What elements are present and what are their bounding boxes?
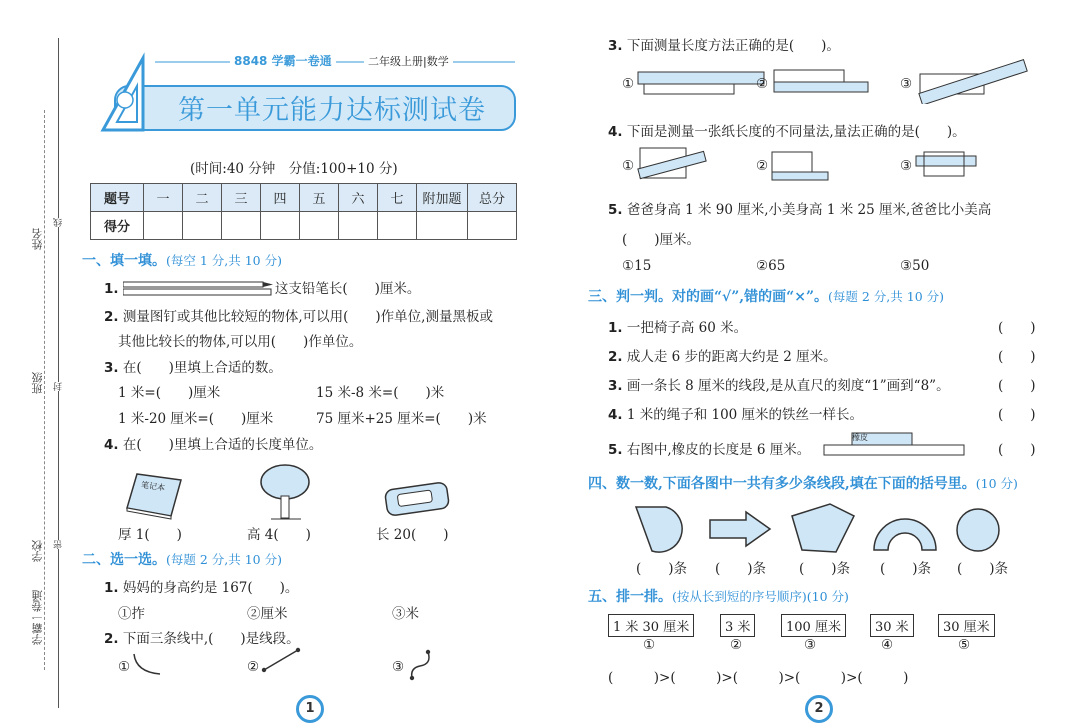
section-note: (10 分) bbox=[975, 476, 1018, 491]
question-text: 1 米的绳子和 100 厘米的铁丝一样长。 bbox=[626, 407, 864, 423]
section-title-text: 二、选一选。 bbox=[82, 552, 166, 568]
score-header-cell: 附加题 bbox=[417, 184, 468, 212]
question-text: 下面是测量一张纸长度的不同量法,量法正确的是( )。 bbox=[626, 124, 966, 140]
length-index: ④ bbox=[881, 637, 894, 653]
s2-q4: 4. 下面是测量一张纸长度的不同量法,量法正确的是( )。 bbox=[608, 124, 966, 140]
margin-line bbox=[58, 38, 59, 708]
s2-q3-option[interactable]: ② bbox=[756, 76, 769, 92]
s1-q3-item: 75 厘米+25 厘米=( )米 bbox=[316, 411, 487, 427]
arrow-shape-icon bbox=[708, 510, 772, 548]
margin-mark-seal: 封 bbox=[54, 382, 64, 391]
question-text: 右图中,橡皮的长度是 6 厘米。 bbox=[626, 442, 811, 458]
length-index: ② bbox=[730, 637, 743, 653]
s3-item: 4. 1 米的绳子和 100 厘米的铁丝一样长。 bbox=[608, 407, 864, 423]
circle-shape-icon bbox=[954, 506, 1002, 554]
s3-item: 1. 一把椅子高 60 米。 bbox=[608, 320, 748, 336]
score-input-cell[interactable] bbox=[417, 212, 468, 240]
s2-q4-option[interactable]: ③ bbox=[900, 158, 913, 174]
s2-q2-option[interactable]: ② bbox=[247, 659, 260, 675]
ruler-paper-icon bbox=[770, 150, 832, 184]
count-blank[interactable]: ( )条 bbox=[880, 561, 932, 577]
ruler-paper-icon bbox=[636, 144, 708, 184]
length-box bbox=[870, 614, 914, 637]
score-header-cell: 总分 bbox=[468, 184, 517, 212]
s1-q2: 2. 测量图钉或其他比较短的物体,可以用( )作单位,测量黑板或 bbox=[104, 309, 493, 325]
score-input-cell[interactable] bbox=[339, 212, 378, 240]
section-title-text: 四、数一数,下面各图中一共有多少条线段,填在下面的括号里。 bbox=[588, 476, 976, 492]
notebook-icon bbox=[125, 470, 185, 520]
section-title-text: 一、填一填。 bbox=[82, 253, 166, 269]
s2-q2-option[interactable]: ③ bbox=[392, 659, 405, 675]
section-title-text: 五、排一排。 bbox=[588, 589, 672, 605]
notebook-label: 笔记本 bbox=[140, 480, 166, 493]
order-blanks[interactable]: ( )>( )>( )>( )>( ) bbox=[608, 670, 909, 686]
question-text: 妈妈的身高约是 167( )。 bbox=[122, 580, 299, 596]
score-input-cell[interactable] bbox=[144, 212, 183, 240]
score-input-cell[interactable] bbox=[378, 212, 417, 240]
s2-q1-option[interactable]: ②厘米 bbox=[247, 606, 288, 622]
length-box-text: 100 厘米 bbox=[781, 614, 846, 637]
section-3-title bbox=[588, 286, 944, 306]
score-input-cell[interactable] bbox=[222, 212, 261, 240]
score-input-cell[interactable] bbox=[468, 212, 517, 240]
question-text: 下面三条线中,( )是线段。 bbox=[122, 631, 300, 647]
header-brand: 8848 学霸一卷通 bbox=[230, 52, 336, 69]
sector-shape-icon bbox=[632, 503, 686, 555]
section-note: (每题 2 分,共 10 分) bbox=[166, 552, 282, 567]
s2-q4-option[interactable]: ① bbox=[622, 158, 635, 174]
s1-q3-item: 1 米-20 厘米=( )厘米 bbox=[118, 411, 274, 427]
score-table bbox=[90, 183, 517, 240]
section-title-text: 三、判一判。对的画“√”,错的画“×”。 bbox=[588, 289, 829, 305]
s2-q1-option[interactable]: ①拃 bbox=[118, 606, 145, 622]
s3-item: 5. 右图中,橡皮的长度是 6 厘米。 bbox=[608, 442, 811, 458]
section-note: (每空 1 分,共 10 分) bbox=[166, 253, 282, 268]
count-blank[interactable]: ( )条 bbox=[636, 561, 688, 577]
ruler-measure-icon bbox=[636, 66, 768, 96]
segment-line-icon bbox=[260, 646, 302, 674]
page-number-badge: 1 bbox=[296, 695, 324, 723]
header-grade: 二年级上册|数学 bbox=[364, 53, 453, 69]
score-input-cell[interactable] bbox=[183, 212, 222, 240]
length-box-text: 30 米 bbox=[870, 614, 914, 637]
count-blank[interactable]: ( )条 bbox=[799, 561, 851, 577]
length-box bbox=[720, 614, 755, 637]
s2-q3-option[interactable]: ③ bbox=[900, 76, 913, 92]
count-blank[interactable]: ( )条 bbox=[715, 561, 767, 577]
margin-brand-label: 学霸一卷通 bbox=[31, 590, 44, 645]
length-box bbox=[781, 614, 846, 637]
s1-q4-item: 高 4( ) bbox=[247, 527, 311, 543]
eraser-ruler-icon bbox=[822, 431, 968, 459]
score-header-cell: 四 bbox=[261, 184, 300, 212]
s2-q5: 5. 爸爸身高 1 米 90 厘米,小美身高 1 米 25 厘米,爸爸比小美高 bbox=[608, 202, 992, 218]
score-header-cell: 五 bbox=[300, 184, 339, 212]
score-header-cell: 题号 bbox=[91, 184, 144, 212]
pencil-case-icon bbox=[382, 482, 452, 518]
score-row-label: 得分 bbox=[91, 212, 144, 240]
question-text: 下面测量长度方法正确的是( )。 bbox=[626, 38, 840, 54]
count-blank[interactable]: ( )条 bbox=[957, 561, 1009, 577]
margin-name-label: 姓名 bbox=[31, 228, 44, 250]
length-index: ① bbox=[643, 637, 656, 653]
s1-q1: 1. 这支铅笔长( )厘米。 bbox=[104, 281, 421, 297]
answer-paren[interactable]: ( ) bbox=[998, 378, 1036, 394]
s3-item: 3. 画一条长 8 厘米的线段,是从直尺的刻度“1”画到“8”。 bbox=[608, 378, 950, 394]
s1-q2-cont: 其他比较长的物体,可以用( )作单位。 bbox=[118, 334, 363, 350]
s1-q4-item: 厚 1( ) bbox=[118, 527, 182, 543]
answer-paren[interactable]: ( ) bbox=[998, 349, 1036, 365]
s3-item: 2. 成人走 6 步的距离大约是 2 厘米。 bbox=[608, 349, 837, 365]
score-input-cell[interactable] bbox=[261, 212, 300, 240]
section-note: (按从长到短的序号顺序)(10 分) bbox=[672, 589, 849, 604]
s1-q3-item: 15 米-8 米=( )米 bbox=[316, 385, 445, 401]
margin-mark-line: 线 bbox=[54, 218, 64, 227]
section-4-title bbox=[588, 473, 1018, 493]
s1-q3: 3. 在( )里填上合适的数。 bbox=[104, 360, 282, 376]
question-text: 一把椅子高 60 米。 bbox=[626, 320, 748, 336]
score-header-cell: 三 bbox=[222, 184, 261, 212]
length-index: ③ bbox=[804, 637, 817, 653]
length-box bbox=[608, 614, 694, 637]
time-info: (时间:40 分钟 分值:100+10 分) bbox=[190, 161, 398, 177]
s2-q2-option[interactable]: ① bbox=[118, 659, 131, 675]
score-header-cell: 七 bbox=[378, 184, 417, 212]
length-box-text: 3 米 bbox=[720, 614, 755, 637]
s1-q4: 4. 在( )里填上合适的长度单位。 bbox=[104, 437, 323, 453]
question-text: 爸爸身高 1 米 90 厘米,小美身高 1 米 25 厘米,爸爸比小美高 bbox=[626, 202, 992, 218]
pencil-ruler-icon bbox=[123, 280, 275, 296]
length-box-text: 30 厘米 bbox=[938, 614, 995, 637]
question-text: 成人走 6 步的距离大约是 2 厘米。 bbox=[626, 349, 837, 365]
margin-class-label: 班级 bbox=[31, 372, 44, 394]
s2-q5-cont: ( )厘米。 bbox=[622, 232, 701, 248]
question-text: 在( )里填上合适的长度单位。 bbox=[122, 437, 323, 453]
s2-q5-option[interactable]: ①15 bbox=[622, 258, 652, 274]
question-text: 在( )里填上合适的数。 bbox=[122, 360, 282, 376]
score-header-cell: 二 bbox=[183, 184, 222, 212]
eraser-label: 橡皮 bbox=[852, 433, 868, 442]
tree-icon bbox=[255, 462, 315, 522]
answer-paren[interactable]: ( ) bbox=[998, 407, 1036, 423]
page-number-badge: 2 bbox=[805, 695, 833, 723]
length-index: ⑤ bbox=[958, 637, 971, 653]
ruler-measure-icon bbox=[772, 66, 872, 96]
s2-q4-option[interactable]: ② bbox=[756, 158, 769, 174]
length-box-text: 1 米 30 厘米 bbox=[608, 614, 694, 637]
s2-q1: 1. 妈妈的身高约是 167( )。 bbox=[104, 580, 299, 596]
curve-segment-icon bbox=[404, 648, 436, 684]
ruler-measure-icon bbox=[914, 58, 1034, 104]
curve-line-icon bbox=[132, 650, 164, 678]
page-title: 第一单元能力达标测试卷 bbox=[178, 95, 486, 126]
s1-q3-item: 1 米=( )厘米 bbox=[118, 385, 221, 401]
margin-mark-secret: 密 bbox=[54, 540, 64, 549]
ruler-paper-icon bbox=[914, 150, 980, 180]
question-text: 这支铅笔长( )厘米。 bbox=[274, 281, 421, 297]
s2-q3-option[interactable]: ① bbox=[622, 76, 635, 92]
section-2-title bbox=[82, 549, 282, 569]
s2-q1-option[interactable]: ③米 bbox=[392, 606, 419, 622]
score-input-cell[interactable] bbox=[300, 212, 339, 240]
s2-q5-option[interactable]: ③50 bbox=[900, 258, 930, 274]
length-box bbox=[938, 614, 995, 637]
answer-paren[interactable]: ( ) bbox=[998, 320, 1036, 336]
s2-q5-option[interactable]: ②65 bbox=[756, 258, 786, 274]
answer-paren[interactable]: ( ) bbox=[998, 442, 1036, 458]
margin-school-label: 学校 bbox=[31, 540, 44, 562]
section-5-title bbox=[588, 586, 849, 606]
s1-q4-item: 长 20( ) bbox=[376, 527, 449, 543]
score-header-cell: 六 bbox=[339, 184, 378, 212]
s2-q2: 2. 下面三条线中,( )是线段。 bbox=[104, 631, 300, 647]
section-note: (每题 2 分,共 10 分) bbox=[828, 289, 945, 304]
question-text: 测量图钉或其他比较短的物体,可以用( )作单位,测量黑板或 bbox=[122, 309, 493, 325]
s2-q3: 3. 下面测量长度方法正确的是( )。 bbox=[608, 38, 840, 54]
score-header-cell: 一 bbox=[144, 184, 183, 212]
question-text: 画一条长 8 厘米的线段,是从直尺的刻度“1”画到“8”。 bbox=[626, 378, 950, 394]
pentagon-shape-icon bbox=[788, 502, 858, 554]
arch-shape-icon bbox=[872, 512, 938, 552]
section-1-title bbox=[82, 250, 282, 270]
